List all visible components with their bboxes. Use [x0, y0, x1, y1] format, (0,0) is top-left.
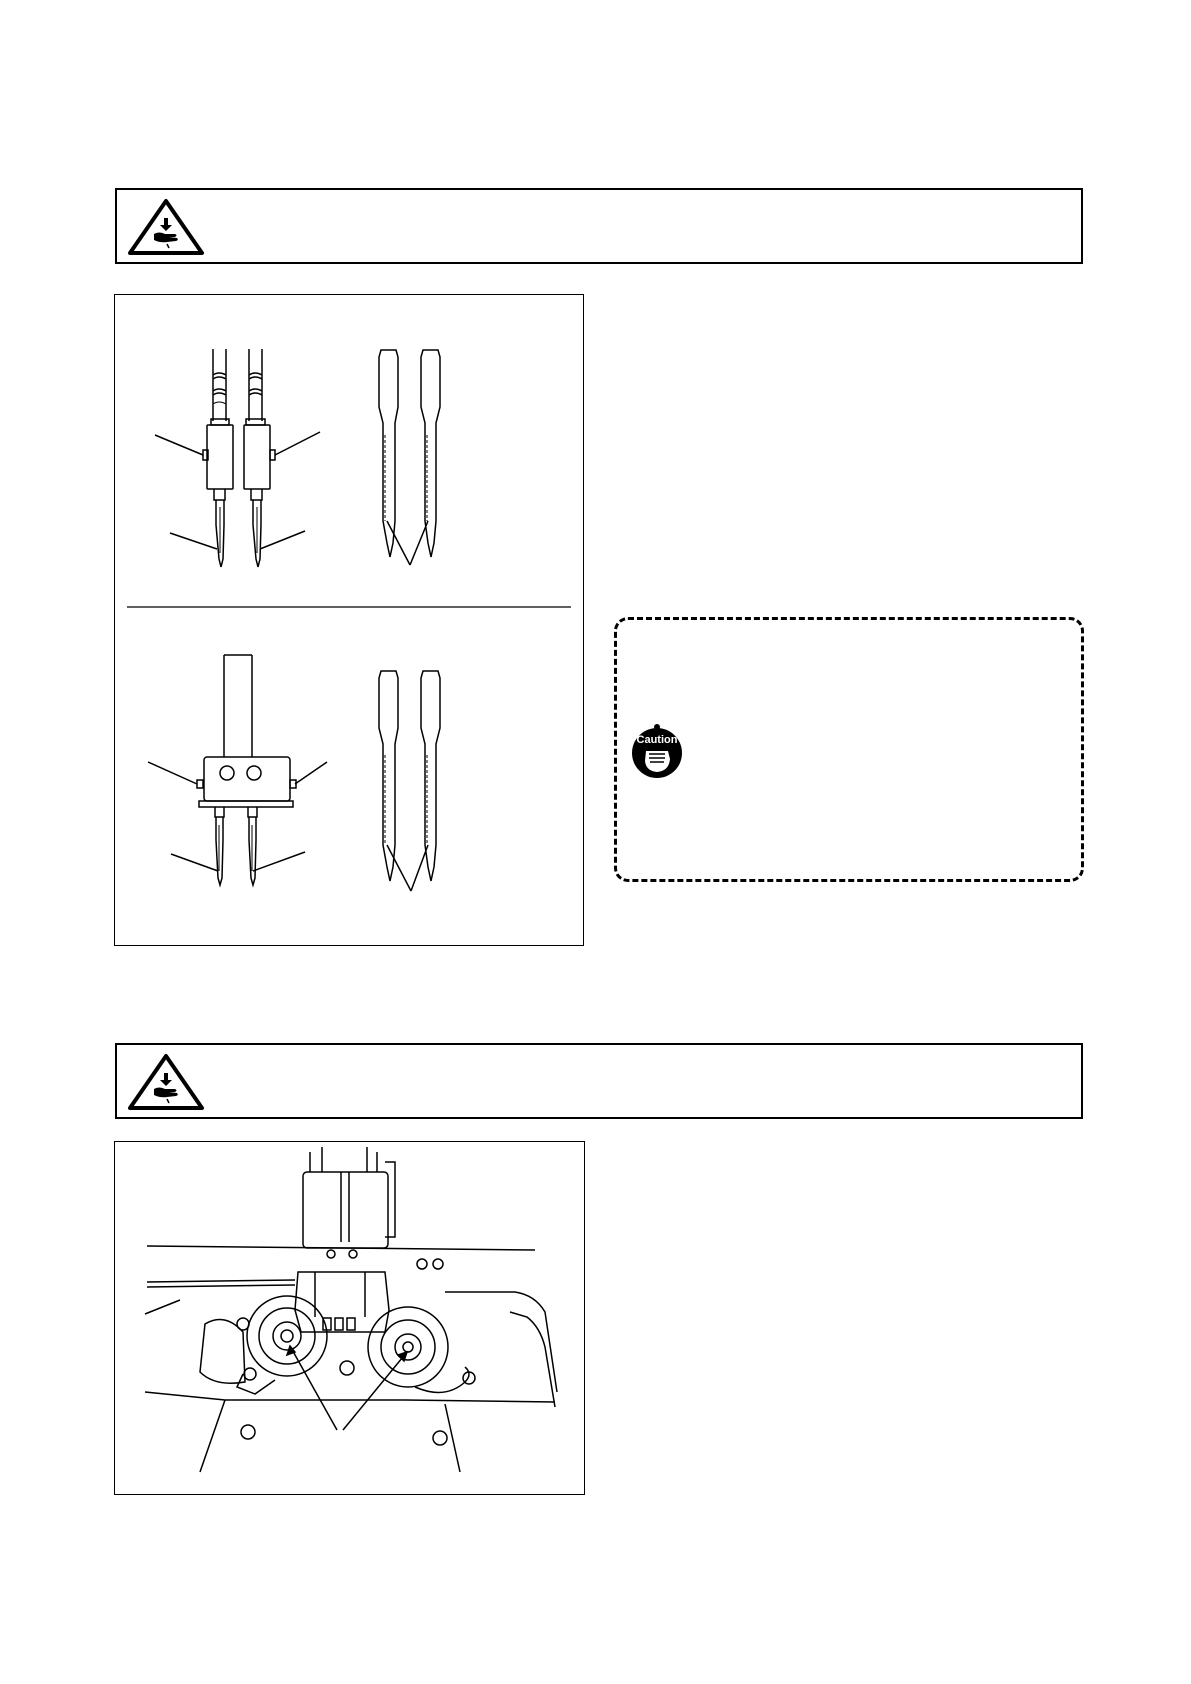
caution-hand-icon [627, 721, 687, 781]
needle-figure-panel [114, 294, 584, 946]
warning-box-top [115, 188, 1083, 264]
needle-pair-detail-lower [379, 671, 440, 891]
caution-label: Caution [636, 734, 678, 746]
hand-crush-warning-icon [127, 1053, 205, 1111]
twin-needle-bar-single [148, 655, 327, 885]
caution-box [614, 617, 1084, 882]
warning-box-bottom [115, 1043, 1083, 1119]
needle-pair-detail-upper [379, 350, 440, 565]
bobbin-figure-panel [114, 1141, 585, 1495]
hand-crush-warning-icon [127, 198, 205, 256]
twin-needle-bars-separate [155, 349, 320, 567]
needle-installation-diagram [115, 295, 582, 944]
bobbin-case-diagram [115, 1142, 583, 1493]
